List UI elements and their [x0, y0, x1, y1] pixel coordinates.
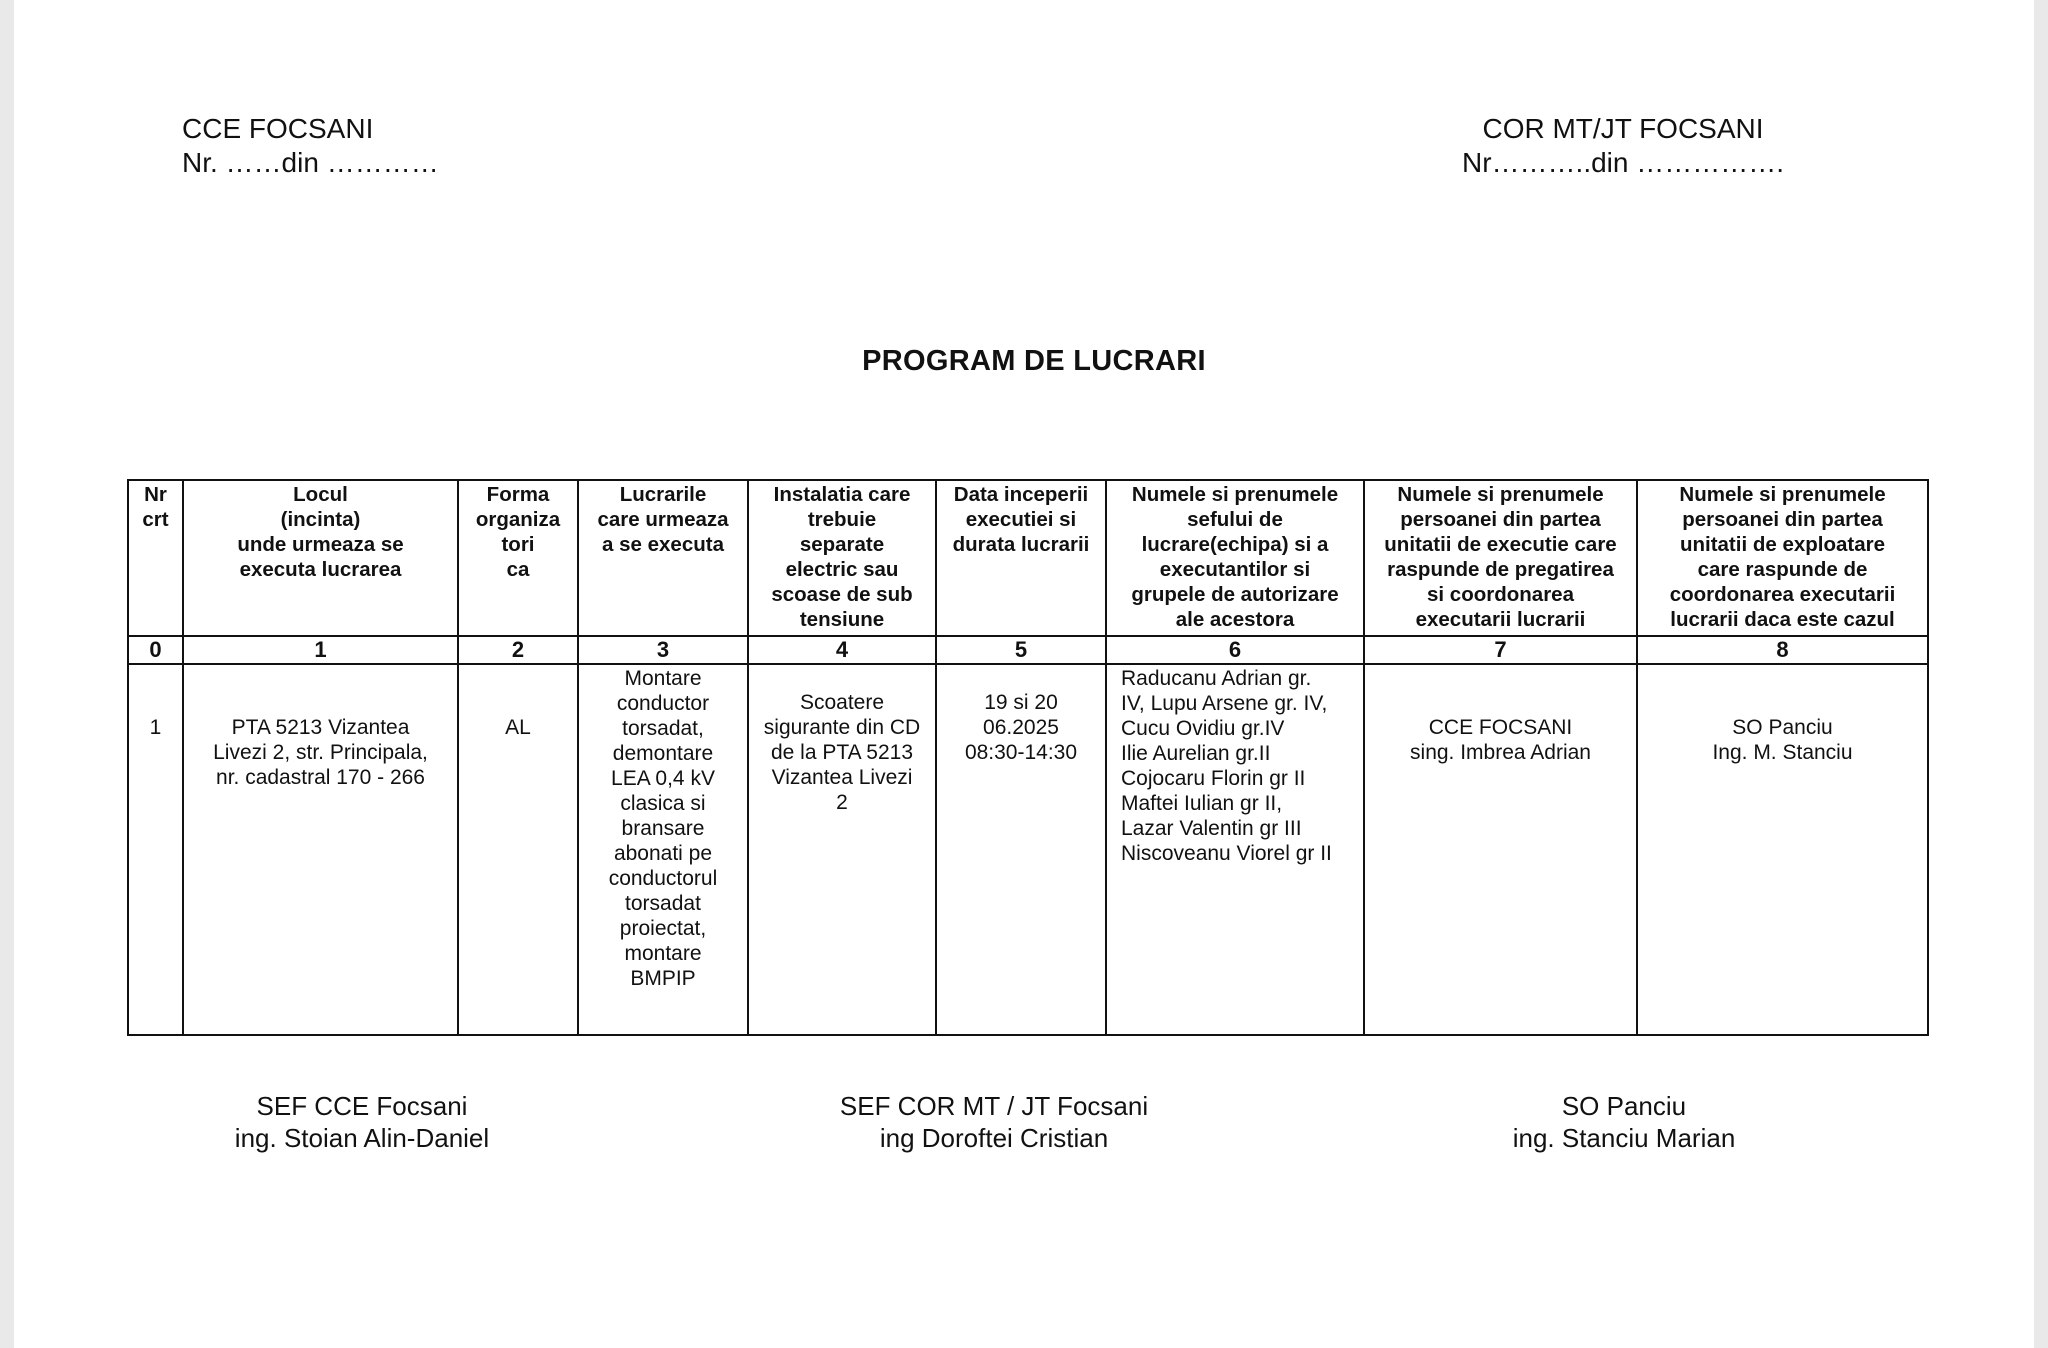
- column-header: Numele si prenumele sefului de lucrare(echipa) si a executantilor si grupele de autorizare ale acestora: [1106, 480, 1364, 636]
- column-number: 7: [1364, 636, 1637, 664]
- column-number: 1: [183, 636, 458, 664]
- cell-data: 19 si 20 06.2025 08:30-14:30: [936, 664, 1106, 1035]
- column-header: Lucrarile care urmeaza a se executa: [578, 480, 748, 636]
- signature-name: ing. Stoian Alin-Daniel: [234, 1123, 490, 1153]
- signature-name: ing. Stanciu Marian: [1512, 1123, 1736, 1153]
- table-header-row: [128, 480, 1928, 636]
- column-header: Instalatia care trebuie separate electric sau scoase de sub tensiune: [748, 480, 936, 636]
- work-program-table: [127, 479, 1929, 1036]
- column-number: 3: [578, 636, 748, 664]
- column-number: 6: [1106, 636, 1364, 664]
- column-number: 0: [128, 636, 183, 664]
- column-header: Data inceperii executiei si durata lucrarii: [936, 480, 1106, 636]
- signature-role: SEF COR MT / JT Focsani: [839, 1091, 1149, 1121]
- cell-executie: CCE FOCSANI sing. Imbrea Adrian: [1364, 664, 1637, 1035]
- cell-locul: PTA 5213 Vizantea Livezi 2, str. Principala, nr. cadastral 170 - 266: [183, 664, 458, 1035]
- header-left: [182, 112, 439, 180]
- signature-block-cor: [794, 1090, 1194, 1154]
- column-number: 8: [1637, 636, 1928, 664]
- right-registration-number: Nr………..din …………….: [1462, 147, 1785, 178]
- signature-name: ing Doroftei Cristian: [879, 1123, 1109, 1153]
- left-org: CCE FOCSANI: [182, 113, 374, 144]
- signature-block-cce: [222, 1090, 502, 1154]
- signature-role: SO Panciu: [1561, 1091, 1687, 1121]
- cell-lucrarile: Montare conductor torsadat, demontare LEA 0,4 kV clasica si bransare abonati pe conductorul torsadat proiectat, montare BMPIP: [578, 664, 748, 1035]
- cell-instalatia: Scoatere sigurante din CD de la PTA 5213 Vizantea Livezi 2: [748, 664, 936, 1035]
- column-header: Nr crt: [128, 480, 183, 636]
- column-number-row: [128, 636, 1928, 664]
- table-row: [128, 664, 1928, 1035]
- column-number: 4: [748, 636, 936, 664]
- document-title: PROGRAM DE LUCRARI: [862, 345, 1206, 377]
- cell-exploatare: SO Panciu Ing. M. Stanciu: [1637, 664, 1928, 1035]
- column-header: Numele si prenumele persoanei din partea unitatii de executie care raspunde de pregatirea si coordonarea executarii lucrarii: [1364, 480, 1637, 636]
- header-right: [1462, 112, 1784, 180]
- cell-nr: 1: [128, 664, 183, 1035]
- column-number: 5: [936, 636, 1106, 664]
- cell-echipa: Raducanu Adrian gr. IV, Lupu Arsene gr. IV, Cucu Ovidiu gr.IV Ilie Aurelian gr.II Cojocaru Florin gr II Maftei Iulian gr II, Lazar Valentin gr III Niscoveanu Viorel gr II: [1106, 664, 1364, 1035]
- column-header: Locul (incinta) unde urmeaza se executa lucrarea: [183, 480, 458, 636]
- signature-role: SEF CCE Focsani: [256, 1091, 468, 1121]
- cell-forma: AL: [458, 664, 578, 1035]
- left-registration-number: Nr. ……din …………: [182, 147, 439, 178]
- column-header: Numele si prenumele persoanei din partea unitatii de exploatare care raspunde de coordonarea executarii lucrarii daca este cazul: [1637, 480, 1928, 636]
- signature-block-so: [1504, 1090, 1744, 1154]
- document-page: [14, 0, 2034, 1348]
- column-header: Forma organiza tori ca: [458, 480, 578, 636]
- right-org: COR MT/JT FOCSANI: [1482, 113, 1764, 144]
- column-number: 2: [458, 636, 578, 664]
